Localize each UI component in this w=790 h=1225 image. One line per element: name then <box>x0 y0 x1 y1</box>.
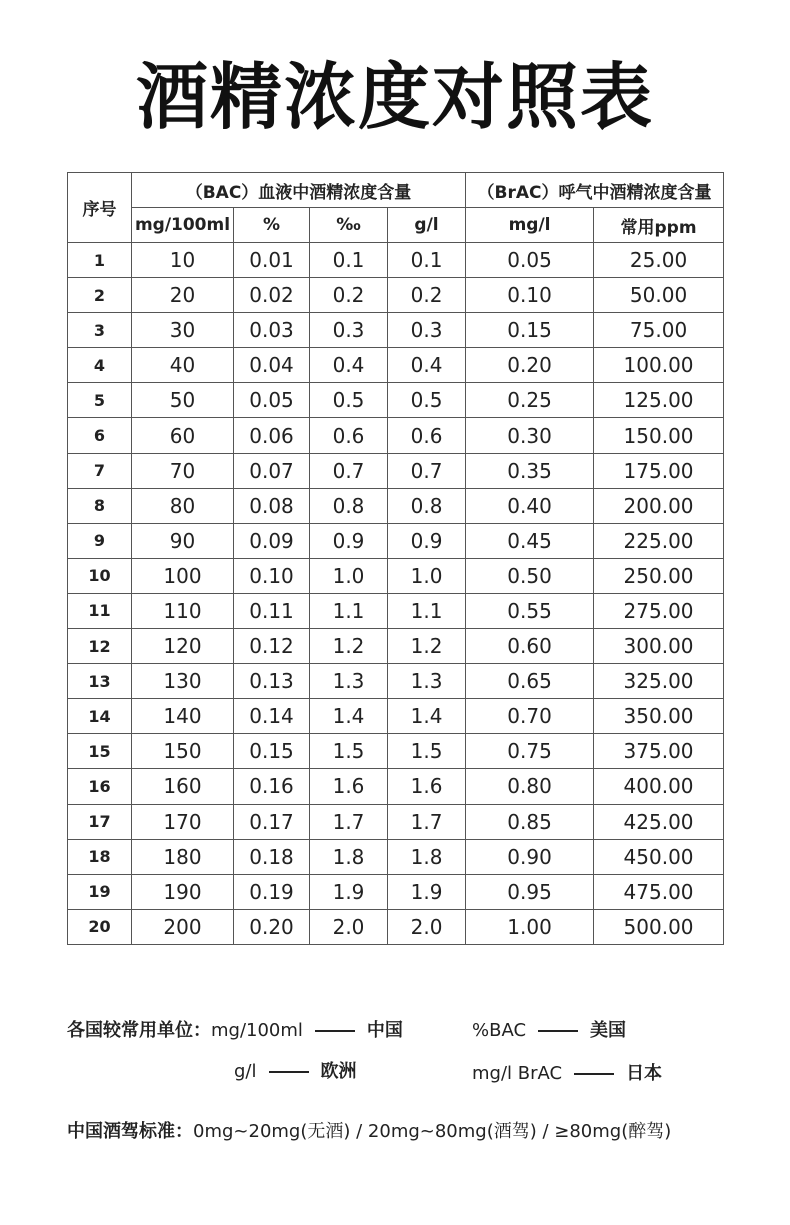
table-cell: 0.03 <box>234 313 310 348</box>
table-cell: 0.80 <box>466 769 594 804</box>
legend-dash <box>574 1073 614 1075</box>
header-bac-group: （BAC）血液中酒精浓度含量 <box>132 173 466 208</box>
table-cell: 0.35 <box>466 453 594 488</box>
table-row <box>68 383 724 418</box>
table-row <box>68 558 724 593</box>
table-cell: 0.7 <box>310 453 388 488</box>
table-cell: 0.9 <box>388 523 466 558</box>
table-row <box>68 804 724 839</box>
table-cell: 1.3 <box>310 664 388 699</box>
table-cell: 0.15 <box>234 734 310 769</box>
row-index-cell: 9 <box>68 523 132 558</box>
table-cell: 0.75 <box>466 734 594 769</box>
table-cell: 400.00 <box>594 769 724 804</box>
table-cell: 1.9 <box>388 874 466 909</box>
table-cell: 0.90 <box>466 839 594 874</box>
legend-item-us <box>472 1016 626 1042</box>
table-cell: 1.1 <box>388 593 466 628</box>
table-cell: 0.17 <box>234 804 310 839</box>
header-brac-group: （BrAC）呼气中酒精浓度含量 <box>466 173 724 208</box>
table-cell: 150.00 <box>594 418 724 453</box>
table-cell: 10 <box>132 243 234 278</box>
table-cell: 0.6 <box>310 418 388 453</box>
table-row <box>68 453 724 488</box>
table-cell: 1.0 <box>310 558 388 593</box>
header-ppm: 常用ppm <box>594 208 724 243</box>
legend-unit-mg-per-l-brac: mg/l BrAC <box>472 1063 563 1084</box>
alcohol-concentration-table <box>67 172 724 945</box>
table-cell: 0.5 <box>310 383 388 418</box>
table-row <box>68 699 724 734</box>
table-cell: 0.12 <box>234 629 310 664</box>
table-cell: 120 <box>132 629 234 664</box>
table-cell: 100 <box>132 558 234 593</box>
table-cell: 1.6 <box>310 769 388 804</box>
table-cell: 1.2 <box>310 629 388 664</box>
table-cell: 0.8 <box>388 488 466 523</box>
table-cell: 0.25 <box>466 383 594 418</box>
table-cell: 1.7 <box>310 804 388 839</box>
row-index-cell: 13 <box>68 664 132 699</box>
legend-region-europe: 欧洲 <box>320 1061 357 1082</box>
china-drunk-driving-standard <box>67 1117 671 1143</box>
table-cell: 0.60 <box>466 629 594 664</box>
table-cell: 125.00 <box>594 383 724 418</box>
legend-region-china: 中国 <box>366 1020 403 1041</box>
table-cell: 160 <box>132 769 234 804</box>
table-row <box>68 418 724 453</box>
table-cell: 140 <box>132 699 234 734</box>
table-cell: 150 <box>132 734 234 769</box>
table-cell: 170 <box>132 804 234 839</box>
table-cell: 0.70 <box>466 699 594 734</box>
table-cell: 0.06 <box>234 418 310 453</box>
table-cell: 0.9 <box>310 523 388 558</box>
table-cell: 1.4 <box>310 699 388 734</box>
table-cell: 250.00 <box>594 558 724 593</box>
table-cell: 0.14 <box>234 699 310 734</box>
table-cell: 175.00 <box>594 453 724 488</box>
table-cell: 1.8 <box>388 839 466 874</box>
legend-unit-mg100ml: mg/100ml <box>211 1020 303 1041</box>
table-cell: 0.04 <box>234 348 310 383</box>
table-row <box>68 243 724 278</box>
table-cell: 1.8 <box>310 839 388 874</box>
table-cell: 180 <box>132 839 234 874</box>
table-cell: 0.09 <box>234 523 310 558</box>
table-row <box>68 909 724 944</box>
table-cell: 0.65 <box>466 664 594 699</box>
table-cell: 1.00 <box>466 909 594 944</box>
table-row <box>68 278 724 313</box>
row-index-cell: 10 <box>68 558 132 593</box>
table-cell: 1.7 <box>388 804 466 839</box>
table-cell: 60 <box>132 418 234 453</box>
table-cell: 0.19 <box>234 874 310 909</box>
table-row <box>68 488 724 523</box>
table-cell: 450.00 <box>594 839 724 874</box>
table-cell: 0.16 <box>234 769 310 804</box>
table-cell: 0.2 <box>310 278 388 313</box>
table-cell: 0.8 <box>310 488 388 523</box>
table-cell: 0.3 <box>310 313 388 348</box>
standard-label: 中国酒驾标准： <box>67 1121 193 1142</box>
row-index-cell: 7 <box>68 453 132 488</box>
table-row <box>68 593 724 628</box>
row-index-cell: 4 <box>68 348 132 383</box>
row-index-cell: 20 <box>68 909 132 944</box>
table-cell: 0.95 <box>466 874 594 909</box>
table-row <box>68 664 724 699</box>
table-cell: 0.20 <box>466 348 594 383</box>
table-cell: 0.20 <box>234 909 310 944</box>
row-index-cell: 6 <box>68 418 132 453</box>
page-title: 酒精浓度对照表 <box>135 55 654 139</box>
table-cell: 1.5 <box>388 734 466 769</box>
table-row <box>68 769 724 804</box>
table-cell: 300.00 <box>594 629 724 664</box>
table-cell: 30 <box>132 313 234 348</box>
table-cell: 0.18 <box>234 839 310 874</box>
table-cell: 1.5 <box>310 734 388 769</box>
table-cell: 350.00 <box>594 699 724 734</box>
row-index-cell: 3 <box>68 313 132 348</box>
table-row <box>68 839 724 874</box>
header-permille: ‰ <box>310 208 388 243</box>
row-index-cell: 16 <box>68 769 132 804</box>
table-cell: 25.00 <box>594 243 724 278</box>
table-cell: 425.00 <box>594 804 724 839</box>
legend-unit-pct-bac: %BAC <box>472 1020 527 1041</box>
table-row <box>68 629 724 664</box>
table-cell: 0.1 <box>388 243 466 278</box>
table-cell: 1.4 <box>388 699 466 734</box>
table-cell: 0.4 <box>310 348 388 383</box>
table-cell: 20 <box>132 278 234 313</box>
table-cell: 0.45 <box>466 523 594 558</box>
table-cell: 75.00 <box>594 313 724 348</box>
table-cell: 0.10 <box>466 278 594 313</box>
table-cell: 0.55 <box>466 593 594 628</box>
table-cell: 0.02 <box>234 278 310 313</box>
table-cell: 0.7 <box>388 453 466 488</box>
row-index-cell: 11 <box>68 593 132 628</box>
table-row <box>68 348 724 383</box>
table-cell: 100.00 <box>594 348 724 383</box>
table-cell: 40 <box>132 348 234 383</box>
legend-unit-g-per-l: g/l <box>234 1061 257 1082</box>
legend-item-japan <box>472 1059 662 1085</box>
table-row <box>68 734 724 769</box>
table-cell: 475.00 <box>594 874 724 909</box>
header-mg-100ml: mg/100ml <box>132 208 234 243</box>
row-index-cell: 18 <box>68 839 132 874</box>
table-cell: 90 <box>132 523 234 558</box>
table-cell: 0.2 <box>388 278 466 313</box>
table-cell: 0.15 <box>466 313 594 348</box>
row-index-cell: 15 <box>68 734 132 769</box>
table-cell: 1.2 <box>388 629 466 664</box>
table-cell: 2.0 <box>310 909 388 944</box>
table-cell: 130 <box>132 664 234 699</box>
header-g-per-l: g/l <box>388 208 466 243</box>
table-cell: 225.00 <box>594 523 724 558</box>
table-cell: 200.00 <box>594 488 724 523</box>
row-index-cell: 5 <box>68 383 132 418</box>
table-cell: 200 <box>132 909 234 944</box>
table-cell: 70 <box>132 453 234 488</box>
table-cell: 1.3 <box>388 664 466 699</box>
table-cell: 0.3 <box>388 313 466 348</box>
legend-dash <box>269 1071 309 1073</box>
table-cell: 0.07 <box>234 453 310 488</box>
table-cell: 375.00 <box>594 734 724 769</box>
table-cell: 50 <box>132 383 234 418</box>
row-index-cell: 19 <box>68 874 132 909</box>
table-cell: 0.50 <box>466 558 594 593</box>
table-cell: 500.00 <box>594 909 724 944</box>
table-cell: 0.05 <box>234 383 310 418</box>
table-cell: 1.6 <box>388 769 466 804</box>
row-index-cell: 8 <box>68 488 132 523</box>
table-cell: 0.05 <box>466 243 594 278</box>
table-cell: 1.1 <box>310 593 388 628</box>
table-cell: 275.00 <box>594 593 724 628</box>
table-cell: 80 <box>132 488 234 523</box>
table-cell: 1.0 <box>388 558 466 593</box>
table-cell: 50.00 <box>594 278 724 313</box>
legend-item-europe <box>234 1057 357 1083</box>
table-cell: 0.13 <box>234 664 310 699</box>
table-cell: 0.5 <box>388 383 466 418</box>
legend-row-1 <box>67 1016 403 1042</box>
header-index: 序号 <box>68 173 132 243</box>
table-cell: 0.01 <box>234 243 310 278</box>
table-cell: 0.40 <box>466 488 594 523</box>
row-index-cell: 1 <box>68 243 132 278</box>
table-cell: 190 <box>132 874 234 909</box>
table-cell: 0.6 <box>388 418 466 453</box>
table-cell: 0.30 <box>466 418 594 453</box>
legend-region-japan: 日本 <box>626 1063 663 1084</box>
header-mg-per-l: mg/l <box>466 208 594 243</box>
table-row <box>68 523 724 558</box>
legend-dash <box>315 1030 355 1032</box>
table-cell: 0.08 <box>234 488 310 523</box>
row-index-cell: 2 <box>68 278 132 313</box>
legend-region-us: 美国 <box>590 1020 627 1041</box>
table-cell: 2.0 <box>388 909 466 944</box>
table-cell: 325.00 <box>594 664 724 699</box>
legend-dash <box>538 1030 578 1032</box>
table-row <box>68 313 724 348</box>
row-index-cell: 12 <box>68 629 132 664</box>
table-cell: 0.4 <box>388 348 466 383</box>
table-row <box>68 874 724 909</box>
table-cell: 1.9 <box>310 874 388 909</box>
table-cell: 0.1 <box>310 243 388 278</box>
row-index-cell: 17 <box>68 804 132 839</box>
header-percent: % <box>234 208 310 243</box>
table-cell: 0.11 <box>234 593 310 628</box>
table-cell: 0.10 <box>234 558 310 593</box>
legend-label: 各国较常用单位： <box>67 1020 211 1041</box>
row-index-cell: 14 <box>68 699 132 734</box>
table-cell: 0.85 <box>466 804 594 839</box>
standard-text: 0mg~20mg(无酒) / 20mg~80mg(酒驾) / ≥80mg(醉驾) <box>193 1121 672 1142</box>
table-cell: 110 <box>132 593 234 628</box>
